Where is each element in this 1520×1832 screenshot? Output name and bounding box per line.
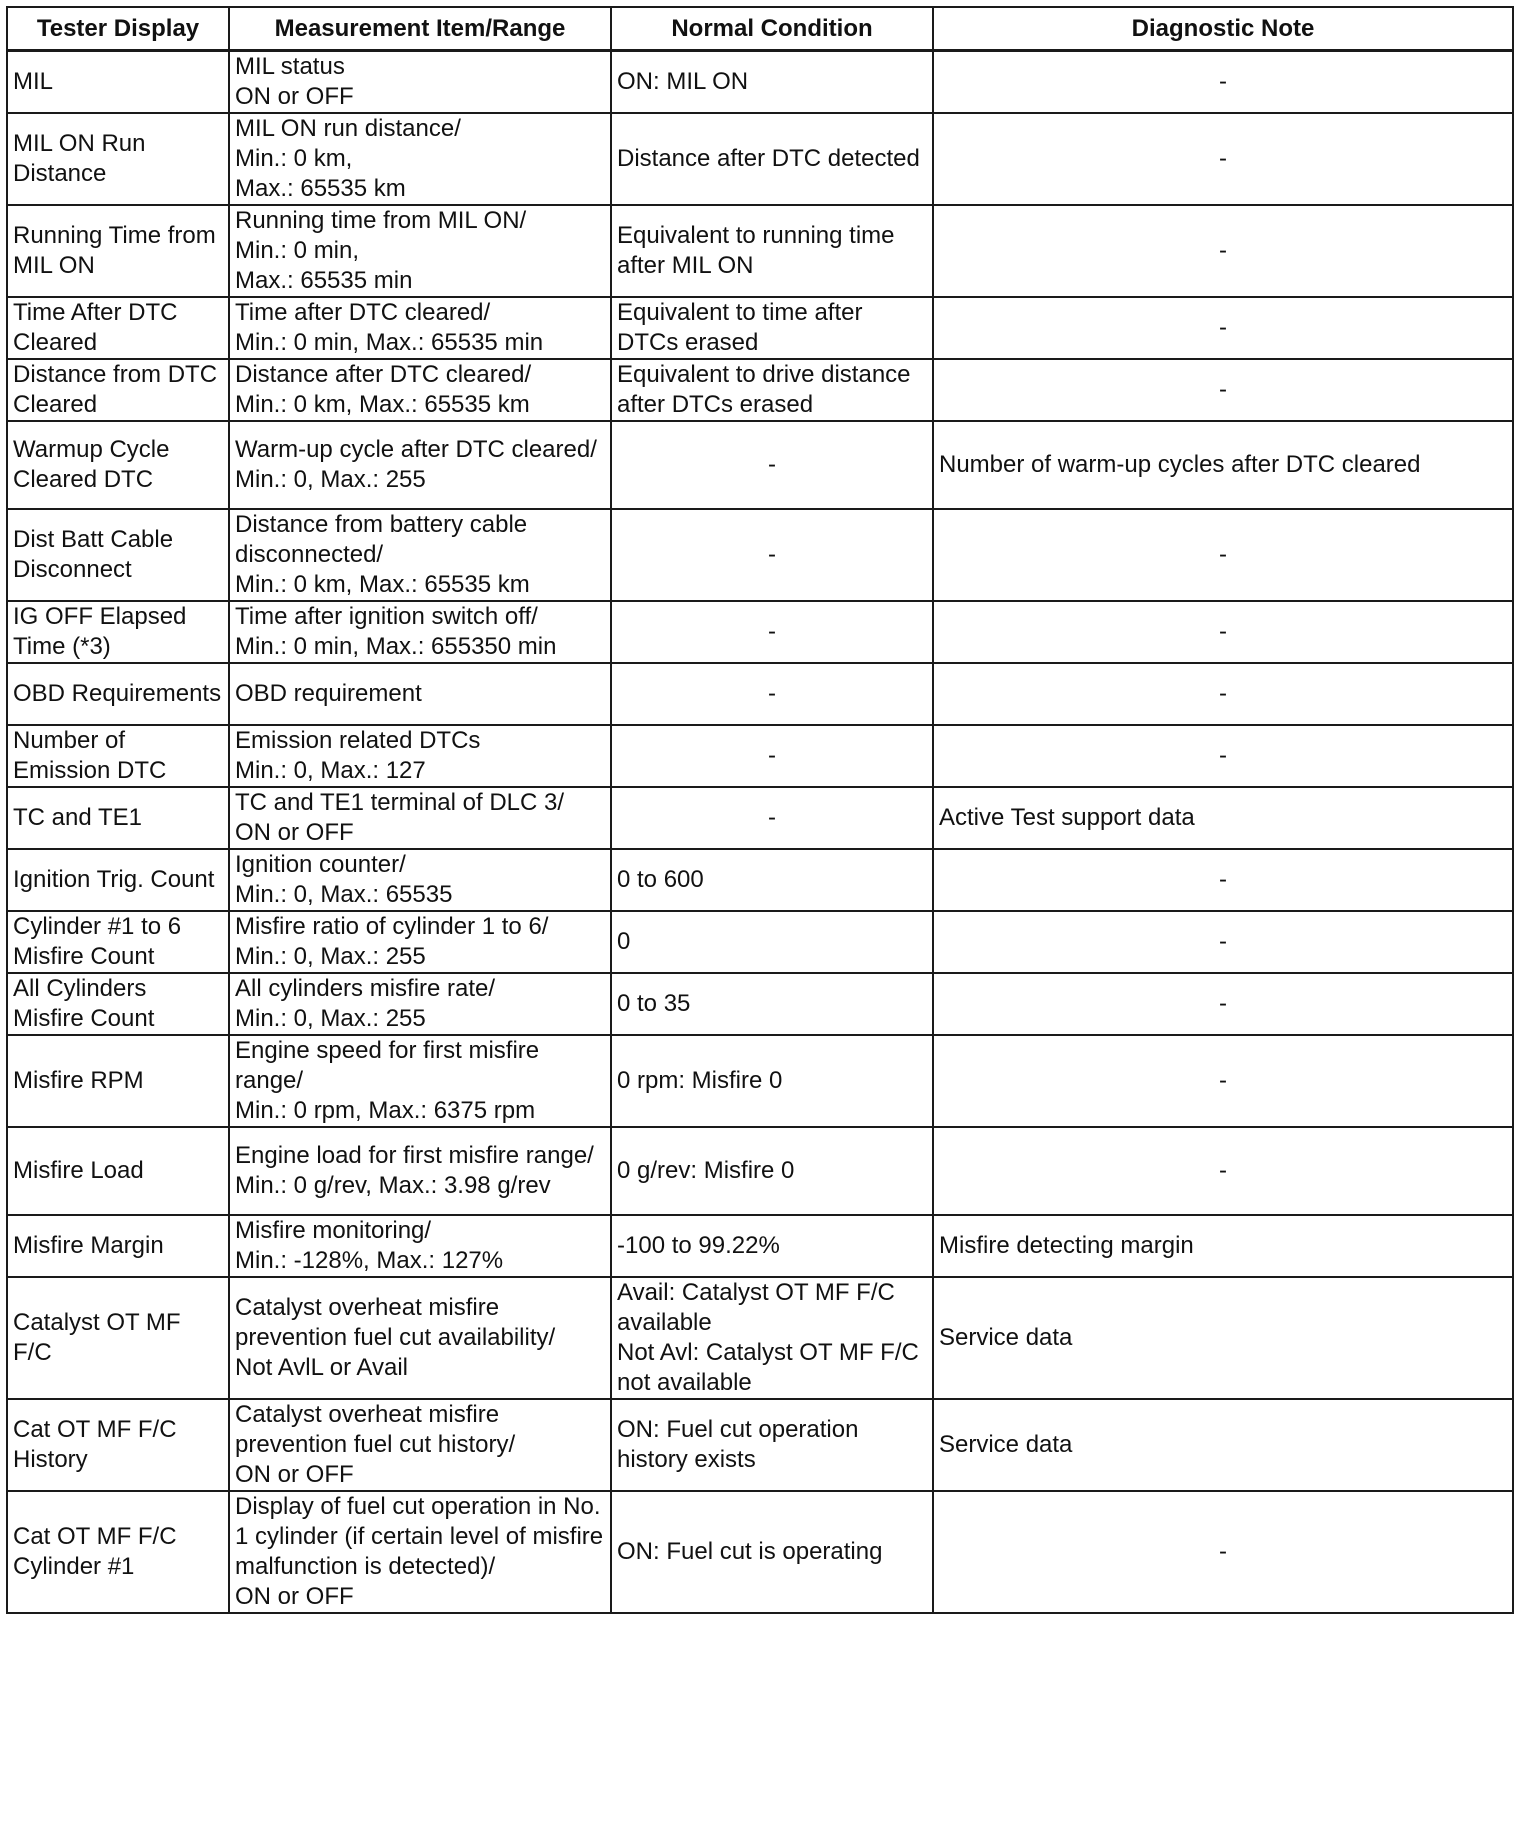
table-row [7, 1035, 1513, 1127]
cell-diagnostic-note: - [933, 663, 1513, 725]
cell-diagnostic-note: - [933, 113, 1513, 205]
table-row [7, 725, 1513, 787]
table-row [7, 663, 1513, 725]
cell-measurement-range: Catalyst overheat misfire prevention fuel cut history/ ON or OFF [229, 1399, 611, 1491]
cell-measurement-range: Distance from battery cable disconnected/ Min.: 0 km, Max.: 65535 km [229, 509, 611, 601]
cell-normal-condition: - [611, 787, 933, 849]
table-row [7, 51, 1513, 114]
table-row [7, 1215, 1513, 1277]
cell-normal-condition: - [611, 509, 933, 601]
table-row [7, 205, 1513, 297]
cell-tester-display: OBD Requirements [7, 663, 229, 725]
cell-measurement-range: Running time from MIL ON/ Min.: 0 min, Max.: 65535 min [229, 205, 611, 297]
table-row [7, 787, 1513, 849]
table-row [7, 297, 1513, 359]
cell-diagnostic-note: - [933, 297, 1513, 359]
cell-normal-condition: - [611, 663, 933, 725]
table-row [7, 1277, 1513, 1399]
cell-tester-display: Cylinder #1 to 6 Misfire Count [7, 911, 229, 973]
cell-diagnostic-note: Misfire detecting margin [933, 1215, 1513, 1277]
cell-measurement-range: Warm-up cycle after DTC cleared/ Min.: 0, Max.: 255 [229, 421, 611, 509]
cell-measurement-range: Ignition counter/ Min.: 0, Max.: 65535 [229, 849, 611, 911]
cell-normal-condition: Equivalent to time after DTCs erased [611, 297, 933, 359]
cell-measurement-range: MIL status ON or OFF [229, 51, 611, 114]
cell-diagnostic-note: - [933, 509, 1513, 601]
cell-normal-condition: ON: Fuel cut operation history exists [611, 1399, 933, 1491]
table-row [7, 973, 1513, 1035]
cell-diagnostic-note: - [933, 725, 1513, 787]
cell-tester-display: Cat OT MF F/C Cylinder #1 [7, 1491, 229, 1613]
header-diagnostic-note: Diagnostic Note [933, 7, 1513, 51]
cell-measurement-range: Catalyst overheat misfire prevention fuel cut availability/ Not AvlL or Avail [229, 1277, 611, 1399]
cell-tester-display: All Cylinders Misfire Count [7, 973, 229, 1035]
cell-measurement-range: TC and TE1 terminal of DLC 3/ ON or OFF [229, 787, 611, 849]
table-row [7, 113, 1513, 205]
cell-diagnostic-note: - [933, 849, 1513, 911]
cell-diagnostic-note: - [933, 205, 1513, 297]
cell-diagnostic-note: - [933, 1127, 1513, 1215]
cell-tester-display: Cat OT MF F/C History [7, 1399, 229, 1491]
cell-normal-condition: Distance after DTC detected [611, 113, 933, 205]
table-row [7, 849, 1513, 911]
cell-tester-display: Misfire Margin [7, 1215, 229, 1277]
cell-normal-condition: -100 to 99.22% [611, 1215, 933, 1277]
cell-measurement-range: Misfire ratio of cylinder 1 to 6/ Min.: 0, Max.: 255 [229, 911, 611, 973]
cell-normal-condition: - [611, 421, 933, 509]
cell-normal-condition: 0 g/rev: Misfire 0 [611, 1127, 933, 1215]
cell-diagnostic-note: - [933, 51, 1513, 114]
cell-tester-display: Running Time from MIL ON [7, 205, 229, 297]
cell-tester-display: Ignition Trig. Count [7, 849, 229, 911]
tester-display-table [6, 6, 1514, 1614]
table-row [7, 601, 1513, 663]
table-row [7, 421, 1513, 509]
cell-diagnostic-note: - [933, 1491, 1513, 1613]
cell-tester-display: TC and TE1 [7, 787, 229, 849]
cell-normal-condition: 0 [611, 911, 933, 973]
cell-diagnostic-note: - [933, 911, 1513, 973]
cell-tester-display: Dist Batt Cable Disconnect [7, 509, 229, 601]
cell-tester-display: Warmup Cycle Cleared DTC [7, 421, 229, 509]
cell-measurement-range: OBD requirement [229, 663, 611, 725]
cell-tester-display: Number of Emission DTC [7, 725, 229, 787]
cell-diagnostic-note: Active Test support data [933, 787, 1513, 849]
table-row [7, 911, 1513, 973]
table-row [7, 1127, 1513, 1215]
cell-diagnostic-note: - [933, 1035, 1513, 1127]
cell-normal-condition: Equivalent to drive distance after DTCs erased [611, 359, 933, 421]
table-row [7, 509, 1513, 601]
table-row [7, 1491, 1513, 1613]
cell-diagnostic-note: Number of warm-up cycles after DTC cleared [933, 421, 1513, 509]
cell-diagnostic-note: Service data [933, 1277, 1513, 1399]
cell-measurement-range: MIL ON run distance/ Min.: 0 km, Max.: 65535 km [229, 113, 611, 205]
cell-measurement-range: Time after ignition switch off/ Min.: 0 min, Max.: 655350 min [229, 601, 611, 663]
cell-normal-condition: 0 to 600 [611, 849, 933, 911]
cell-diagnostic-note: Service data [933, 1399, 1513, 1491]
cell-diagnostic-note: - [933, 973, 1513, 1035]
cell-measurement-range: Engine load for first misfire range/ Min.: 0 g/rev, Max.: 3.98 g/rev [229, 1127, 611, 1215]
table-row [7, 1399, 1513, 1491]
cell-measurement-range: Display of fuel cut operation in No. 1 cylinder (if certain level of misfire malfunction is detected)/ ON or OFF [229, 1491, 611, 1613]
header-tester-display: Tester Display [7, 7, 229, 51]
header-normal-condition: Normal Condition [611, 7, 933, 51]
cell-normal-condition: ON: Fuel cut is operating [611, 1491, 933, 1613]
cell-normal-condition: 0 to 35 [611, 973, 933, 1035]
cell-diagnostic-note: - [933, 359, 1513, 421]
cell-tester-display: Catalyst OT MF F/C [7, 1277, 229, 1399]
table-row [7, 359, 1513, 421]
cell-measurement-range: Emission related DTCs Min.: 0, Max.: 127 [229, 725, 611, 787]
cell-normal-condition: ON: MIL ON [611, 51, 933, 114]
header-measurement-item: Measurement Item/Range [229, 7, 611, 51]
cell-measurement-range: Misfire monitoring/ Min.: -128%, Max.: 127% [229, 1215, 611, 1277]
cell-normal-condition: Equivalent to running time after MIL ON [611, 205, 933, 297]
cell-tester-display: Misfire Load [7, 1127, 229, 1215]
cell-measurement-range: Engine speed for first misfire range/ Min.: 0 rpm, Max.: 6375 rpm [229, 1035, 611, 1127]
header-row [7, 7, 1513, 51]
cell-tester-display: Time After DTC Cleared [7, 297, 229, 359]
cell-normal-condition: - [611, 725, 933, 787]
cell-normal-condition: - [611, 601, 933, 663]
cell-normal-condition: 0 rpm: Misfire 0 [611, 1035, 933, 1127]
cell-tester-display: Distance from DTC Cleared [7, 359, 229, 421]
cell-measurement-range: Time after DTC cleared/ Min.: 0 min, Max.: 65535 min [229, 297, 611, 359]
cell-tester-display: MIL [7, 51, 229, 114]
cell-tester-display: IG OFF Elapsed Time (*3) [7, 601, 229, 663]
cell-measurement-range: All cylinders misfire rate/ Min.: 0, Max.: 255 [229, 973, 611, 1035]
cell-normal-condition: Avail: Catalyst OT MF F/C available Not Avl: Catalyst OT MF F/C not available [611, 1277, 933, 1399]
cell-diagnostic-note: - [933, 601, 1513, 663]
cell-tester-display: MIL ON Run Distance [7, 113, 229, 205]
cell-measurement-range: Distance after DTC cleared/ Min.: 0 km, Max.: 65535 km [229, 359, 611, 421]
cell-tester-display: Misfire RPM [7, 1035, 229, 1127]
